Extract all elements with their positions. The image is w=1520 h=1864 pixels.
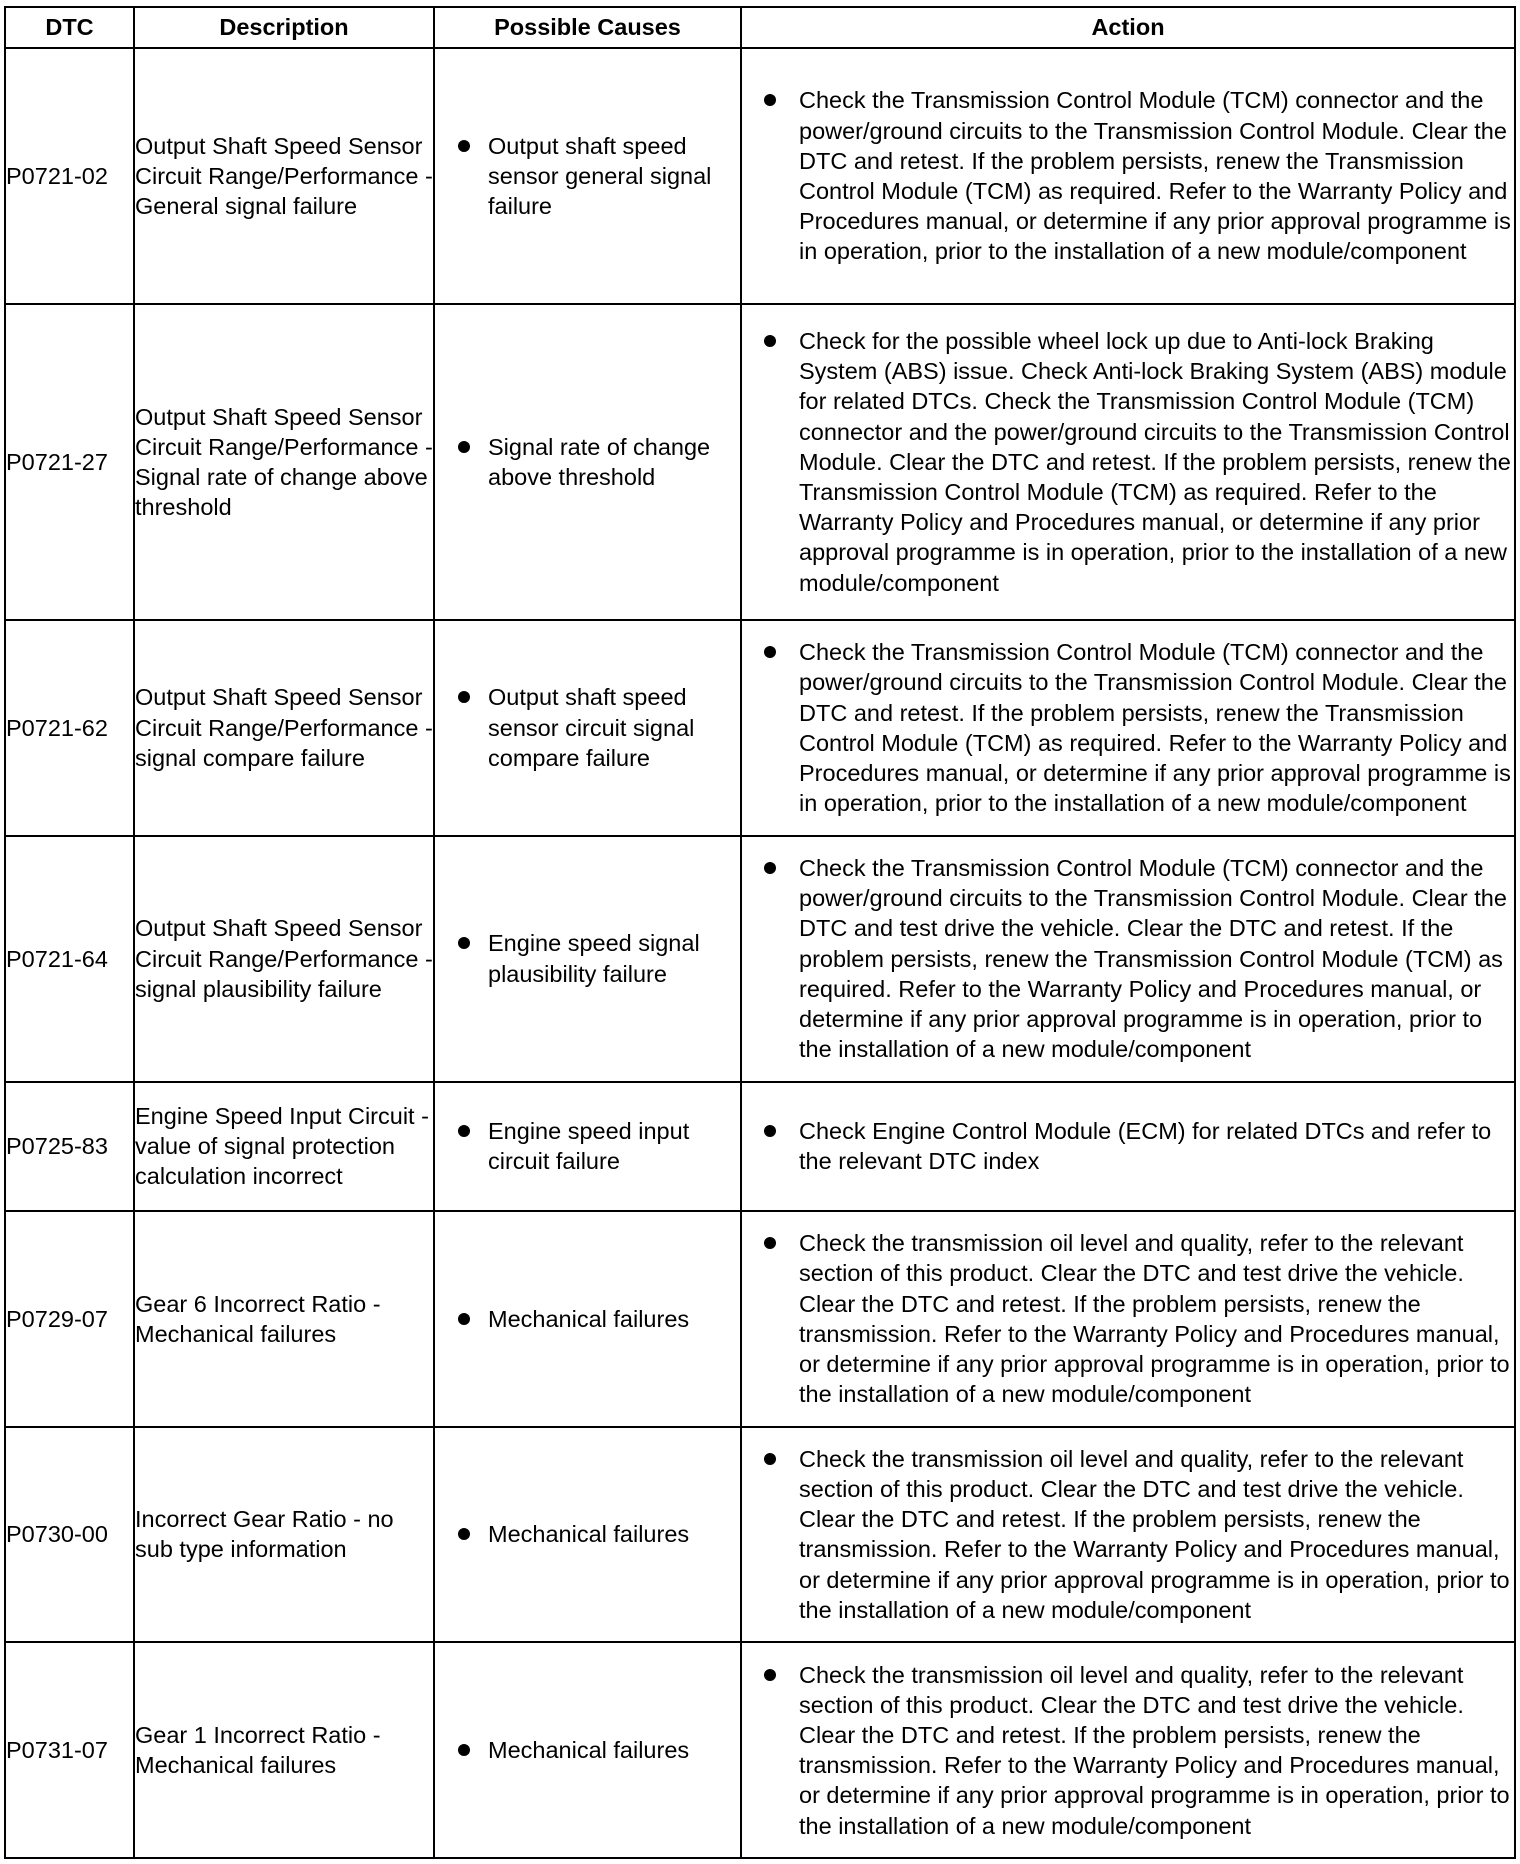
table-row — [5, 304, 1515, 620]
cause-text: Engine speed signal plausibility failure — [488, 930, 700, 987]
cause-cell — [434, 48, 741, 304]
header-dtc: DTC — [5, 7, 134, 48]
action-text: Check the transmission oil level and quality, refer to the relevant section of this product. Clear the DTC and test drive the vehicle. Clear the DTC and retest. If the problem persists, renew the transmission. Refer to the Warranty Policy and Procedures manual, or determine if any prior approval programme is in operation, prior to the installation of a new module/component — [799, 1445, 1510, 1623]
action-text: Check Engine Control Module (ECM) for related DTCs and refer to the relevant DTC index — [799, 1118, 1492, 1175]
dtc-code: P0721-64 — [5, 836, 134, 1082]
table-row — [5, 1211, 1515, 1427]
bullet-icon — [458, 1313, 470, 1325]
table-row — [5, 836, 1515, 1082]
dtc-code: P0725-83 — [5, 1082, 134, 1211]
cause-text: Output shaft speed sensor circuit signal compare failure — [488, 684, 695, 771]
action-text: Check the Transmission Control Module (TCM) connector and the power/ground circuits to the Transmission Control Module. Clear the DTC and retest. If the problem persists, renew the Transmission Control Module (TCM) as required. Refer to the Warranty Policy and Procedures manual, or determine if any prior approval programme is in operation, prior to the installation of a new module/component — [799, 87, 1511, 265]
dtc-code: P0729-07 — [5, 1211, 134, 1427]
action-cell — [741, 620, 1515, 836]
description-cell: Incorrect Gear Ratio - no sub type information — [134, 1427, 434, 1643]
cause-cell — [434, 1082, 741, 1211]
cause-cell — [434, 304, 741, 620]
table-row — [5, 48, 1515, 304]
action-cell — [741, 1211, 1515, 1427]
description-cell: Gear 6 Incorrect Ratio - Mechanical failures — [134, 1211, 434, 1427]
bullet-icon — [764, 1125, 776, 1137]
cause-cell — [434, 1642, 741, 1858]
cause-text: Mechanical failures — [488, 1521, 690, 1548]
action-cell — [741, 304, 1515, 620]
action-cell — [741, 836, 1515, 1082]
dtc-table — [4, 6, 1516, 1859]
cause-cell — [434, 1211, 741, 1427]
bullet-icon — [764, 646, 776, 658]
description-cell: Gear 1 Incorrect Ratio - Mechanical failures — [134, 1642, 434, 1858]
action-cell — [741, 1427, 1515, 1643]
bullet-icon — [764, 1669, 776, 1681]
action-cell — [741, 1642, 1515, 1858]
bullet-icon — [764, 335, 776, 347]
bullet-icon — [458, 1528, 470, 1540]
table-row — [5, 1082, 1515, 1211]
cause-text: Engine speed input circuit failure — [488, 1118, 690, 1175]
dtc-code: P0731-07 — [5, 1642, 134, 1858]
bullet-icon — [458, 691, 470, 703]
action-text: Check for the possible wheel lock up due to Anti-lock Braking System (ABS) issue. Check Anti-lock Braking System (ABS) module for related DTCs. Check the Transmission Control Module (TCM) connector and the power/ground circuits to the Transmission Control Module. Clear the DTC and retest. If the problem persists, renew the Transmission Control Module (TCM) as required. Refer to the Warranty Policy and Procedures manual, or determine if any prior approval programme is in operation, prior to the installation of a new module/component — [799, 328, 1511, 596]
bullet-icon — [764, 862, 776, 874]
bullet-icon — [458, 937, 470, 949]
description-cell: Output Shaft Speed Sensor Circuit Range/Performance - signal plausibility failure — [134, 836, 434, 1082]
cause-text: Mechanical failures — [488, 1305, 690, 1332]
bullet-icon — [458, 1125, 470, 1137]
action-text: Check the Transmission Control Module (TCM) connector and the power/ground circuits to the Transmission Control Module. Clear the DTC and test drive the vehicle. Clear the DTC and retest. If the problem persists, renew the Transmission Control Module (TCM) as required. Refer to the Warranty Policy and Procedures manual, or determine if any prior approval programme is in operation, prior to the installation of a new module/component — [799, 854, 1507, 1063]
bullet-icon — [764, 1453, 776, 1465]
description-cell: Output Shaft Speed Sensor Circuit Range/Performance - General signal failure — [134, 48, 434, 304]
cause-text: Output shaft speed sensor general signal failure — [488, 132, 712, 220]
description-cell: Engine Speed Input Circuit - value of signal protection calculation incorrect — [134, 1082, 434, 1211]
cause-cell — [434, 1427, 741, 1643]
description-cell: Output Shaft Speed Sensor Circuit Range/Performance - signal compare failure — [134, 620, 434, 836]
table-row — [5, 1642, 1515, 1858]
dtc-code: P0721-27 — [5, 304, 134, 620]
cause-cell — [434, 620, 741, 836]
cause-text: Signal rate of change above threshold — [488, 433, 711, 490]
action-text: Check the transmission oil level and quality, refer to the relevant section of this product. Clear the DTC and test drive the vehicle. Clear the DTC and retest. If the problem persists, renew the transmission. Refer to the Warranty Policy and Procedures manual, or determine if any prior approval programme is in operation, prior to the installation of a new module/component — [799, 1661, 1510, 1839]
action-text: Check the transmission oil level and quality, refer to the relevant section of this product. Clear the DTC and test drive the vehicle. Clear the DTC and retest. If the problem persists, renew the transmission. Refer to the Warranty Policy and Procedures manual, or determine if any prior approval programme is in operation, prior to the installation of a new module/component — [799, 1230, 1510, 1408]
dtc-code: P0730-00 — [5, 1427, 134, 1643]
header-description: Description — [134, 7, 434, 48]
dtc-code: P0721-62 — [5, 620, 134, 836]
action-cell — [741, 1082, 1515, 1211]
action-cell — [741, 48, 1515, 304]
cause-cell — [434, 836, 741, 1082]
table-row — [5, 620, 1515, 836]
action-text: Check the Transmission Control Module (TCM) connector and the power/ground circuits to the Transmission Control Module. Clear the DTC and retest. If the problem persists, renew the Transmission Control Module (TCM) as required. Refer to the Warranty Policy and Procedures manual, or determine if any prior approval programme is in operation, prior to the installation of a new module/component — [799, 639, 1511, 817]
header-action: Action — [741, 7, 1515, 48]
table-row — [5, 1427, 1515, 1643]
header-possible-causes: Possible Causes — [434, 7, 741, 48]
header-row — [5, 7, 1515, 48]
bullet-icon — [764, 1237, 776, 1249]
bullet-icon — [458, 1744, 470, 1756]
bullet-icon — [458, 140, 470, 152]
bullet-icon — [764, 94, 776, 106]
bullet-icon — [458, 441, 470, 453]
dtc-code: P0721-02 — [5, 48, 134, 304]
cause-text: Mechanical failures — [488, 1737, 690, 1764]
description-cell: Output Shaft Speed Sensor Circuit Range/Performance - Signal rate of change above threshold — [134, 304, 434, 620]
